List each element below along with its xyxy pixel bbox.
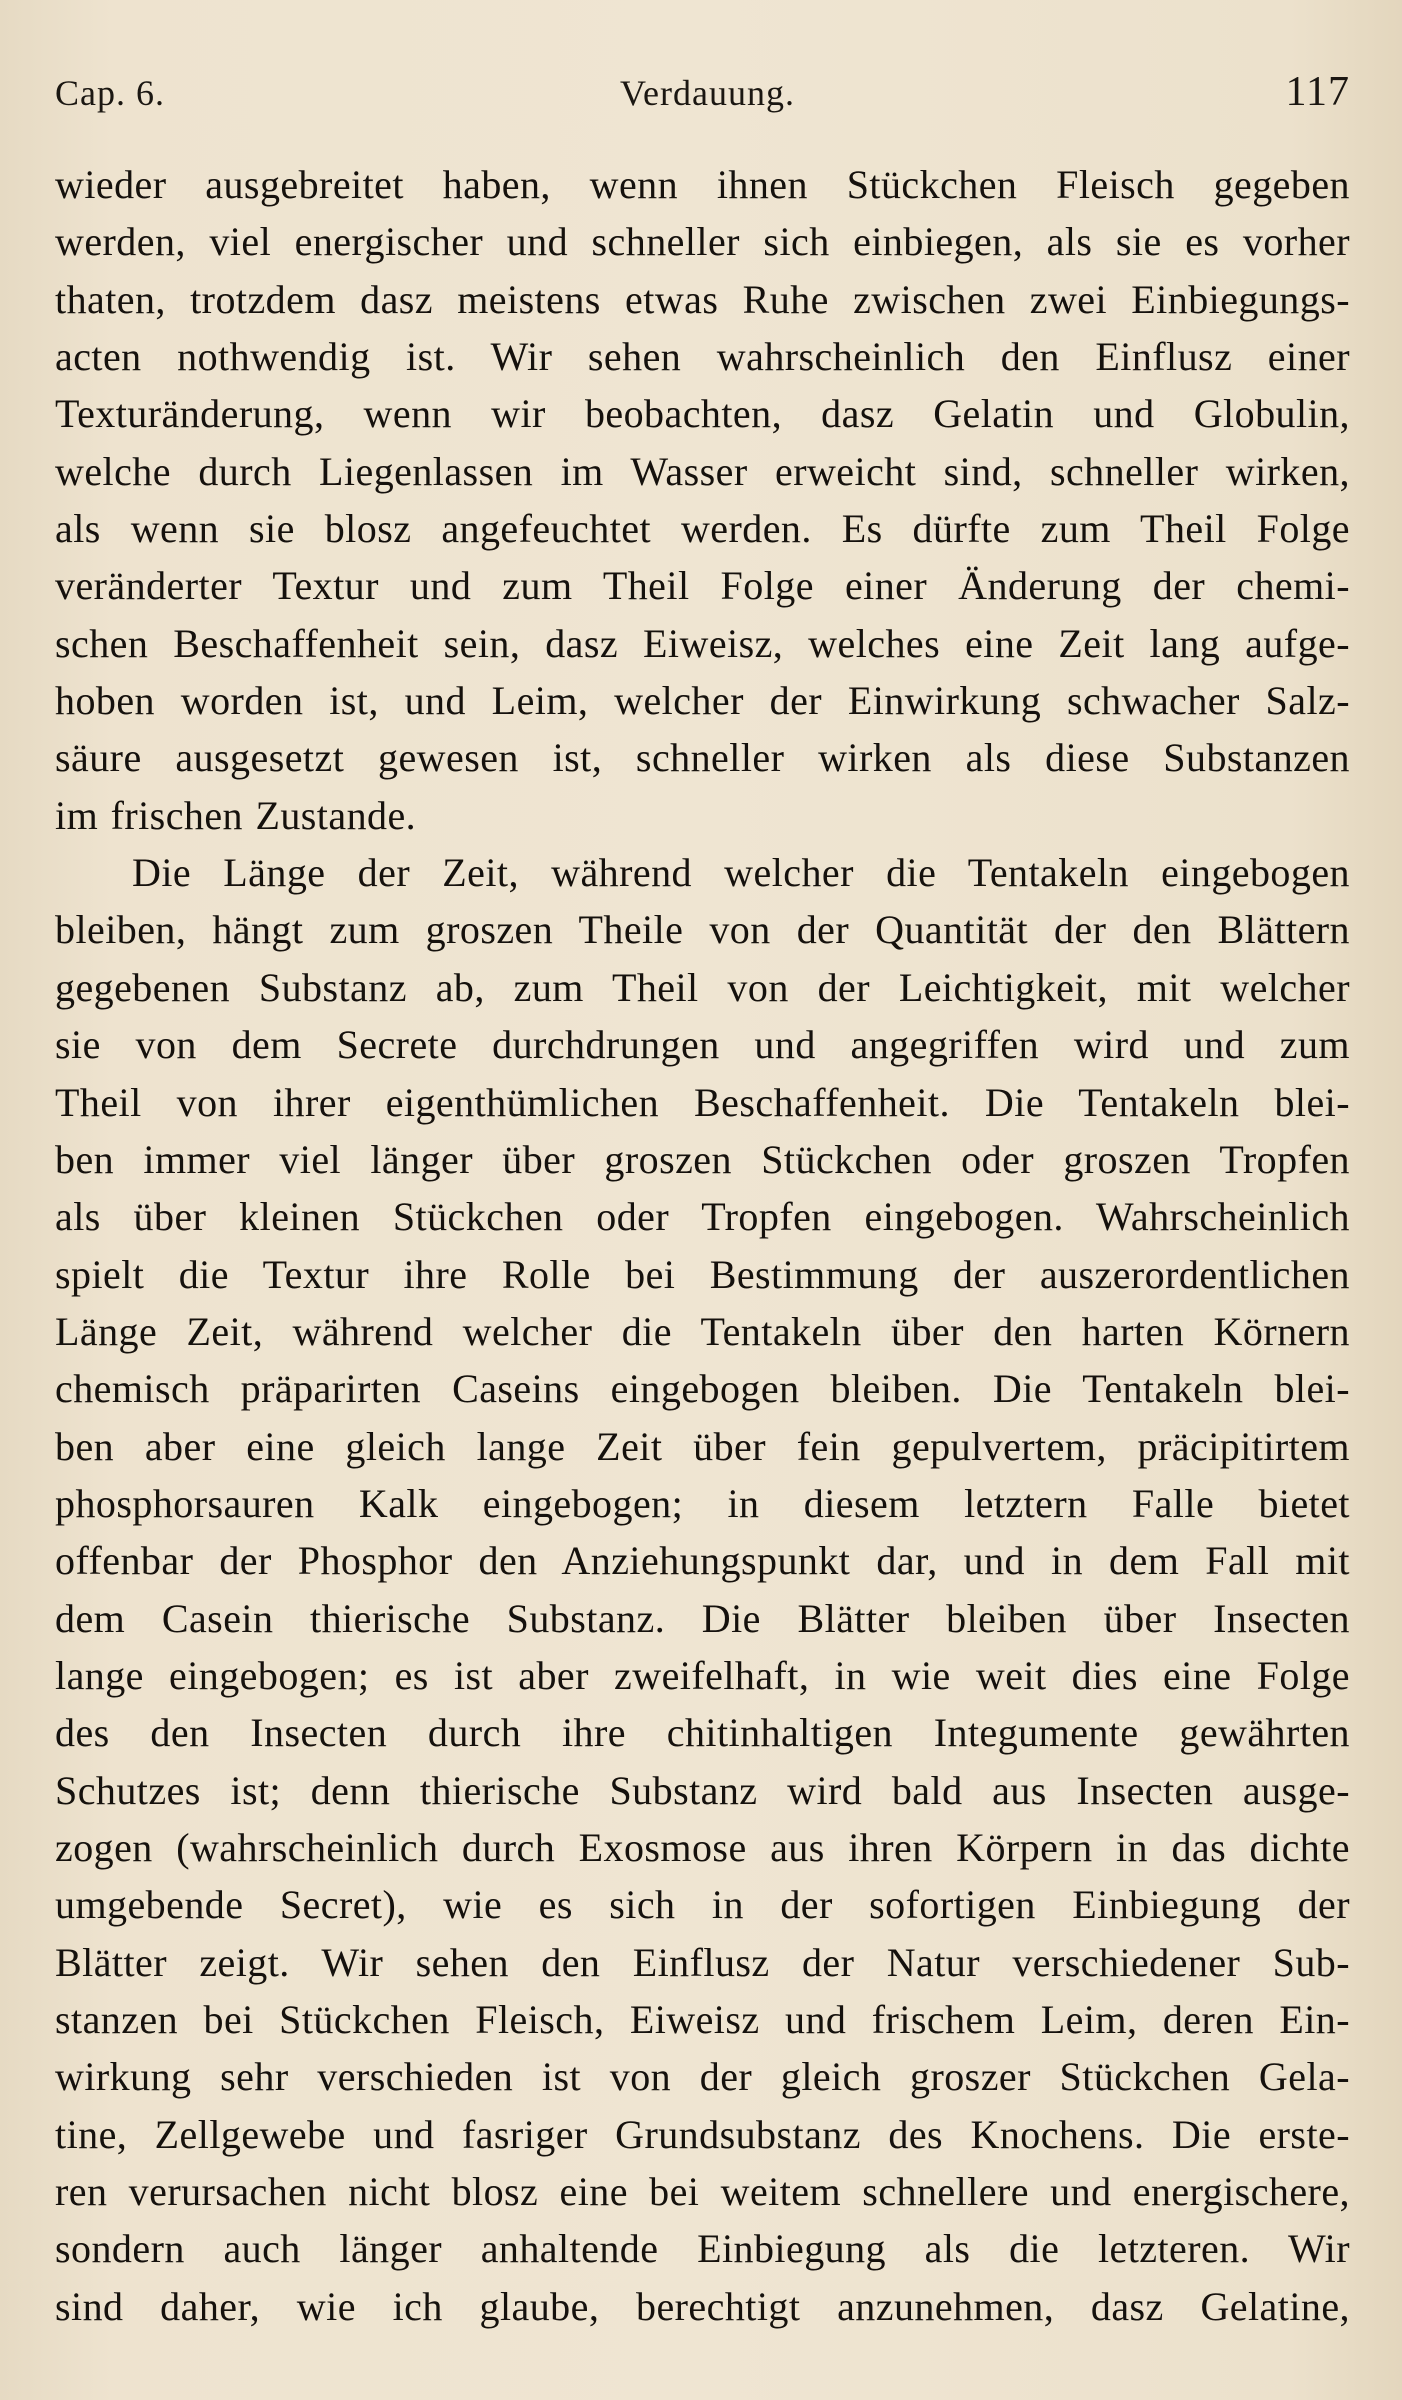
text-line-12: im frischen Zustande. (55, 792, 417, 838)
text-line-29: Schutzes ist; denn thierische Substanz wird bald aus Insecten ausge- (55, 1767, 1350, 1813)
text-line-36: ren verursachen nicht blosz eine bei weitem schnellere und energischere, (55, 2169, 1350, 2215)
body-text (55, 156, 1350, 2335)
text-line-7: als wenn sie blosz angefeuchtet werden. Es dürfte zum Theil Folge (55, 506, 1350, 552)
text-line-32: Blätter zeigt. Wir sehen den Einflusz der Natur verschiedener Sub- (55, 1939, 1350, 1985)
text-line-6: welche durch Liegenlassen im Wasser erweicht sind, schneller wirken, (55, 448, 1350, 494)
chapter-label: Cap. 6. (55, 73, 165, 113)
running-title: Verdauung. (620, 73, 795, 113)
text-line-14: bleiben, hängt zum groszen Theile von der Quantität der den Blättern (55, 907, 1350, 953)
text-line-20: spielt die Textur ihre Rolle bei Bestimmung der auszerordentlichen (55, 1251, 1350, 1297)
text-line-31: umgebende Secret), wie es sich in der sofortigen Einbiegung der (55, 1882, 1350, 1928)
text-line-21: Länge Zeit, während welcher die Tentakeln über den harten Körnern (55, 1308, 1350, 1354)
text-line-3: thaten, trotzdem dasz meistens etwas Ruhe zwischen zwei Einbiegungs- (55, 276, 1350, 322)
text-line-17: Theil von ihrer eigenthümlichen Beschaffenheit. Die Tentakeln blei- (55, 1079, 1350, 1125)
text-line-1: wieder ausgebreitet haben, wenn ihnen Stückchen Fleisch gegeben (55, 162, 1350, 207)
text-line-27: lange eingebogen; es ist aber zweifelhaft, in wie weit dies eine Folge (55, 1652, 1350, 1698)
text-line-37: sondern auch länger anhaltende Einbiegung als die letzteren. Wir (55, 2226, 1350, 2272)
text-line-24: phosphorsauren Kalk eingebogen; in diesem letztern Falle bietet (55, 1480, 1350, 1526)
text-line-23: ben aber eine gleich lange Zeit über fein gepulvertem, präcipitirtem (55, 1423, 1350, 1469)
text-line-2: werden, viel energischer und schneller sich einbiegen, als sie es vorher (55, 219, 1350, 265)
text-line-22: chemisch präparirten Caseins eingebogen bleiben. Die Tentakeln blei- (55, 1366, 1350, 1412)
text-line-10: hoben worden ist, und Leim, welcher der Einwirkung schwacher Salz- (55, 678, 1350, 724)
text-line-5: Texturänderung, wenn wir beobachten, dasz Gelatin und Globulin, (55, 391, 1350, 437)
text-line-35: tine, Zellgewebe und fasriger Grundsubstanz des Knochens. Die erste- (55, 2111, 1350, 2157)
text-line-25: offenbar der Phosphor den Anziehungspunkt dar, und in dem Fall mit (55, 1538, 1350, 1584)
text-line-9: schen Beschaffenheit sein, dasz Eiweisz, welches eine Zeit lang aufge- (55, 620, 1350, 666)
text-line-33: stanzen bei Stückchen Fleisch, Eiweisz und frischem Leim, deren Ein- (55, 1997, 1350, 2042)
text-line-13: Die Länge der Zeit, während welcher die Tentakeln eingebogen (132, 850, 1350, 896)
text-line-30: zogen (wahrscheinlich durch Exosmose aus ihren Körpern in das dichte (55, 1824, 1350, 1870)
text-line-15: gegebenen Substanz ab, zum Theil von der Leichtigkeit, mit welcher (55, 964, 1350, 1010)
text-line-8: veränderter Textur und zum Theil Folge einer Änderung der chemi- (55, 563, 1350, 609)
text-line-16: sie von dem Secrete durchdrungen und angegriffen wird und zum (55, 1022, 1350, 1068)
text-line-11: säure ausgesetzt gewesen ist, schneller wirken als diese Substanzen (55, 735, 1350, 781)
text-line-38: sind daher, wie ich glaube, berechtigt anzunehmen, dasz Gelatine, (55, 2283, 1350, 2329)
text-line-28: des den Insecten durch ihre chitinhaltigen Integumente gewährten (55, 1710, 1350, 1756)
text-line-4: acten nothwendig ist. Wir sehen wahrscheinlich den Einflusz einer (55, 334, 1350, 380)
text-line-18: ben immer viel länger über groszen Stückchen oder groszen Tropfen (55, 1136, 1350, 1182)
page-number: 117 (1285, 69, 1350, 115)
text-line-26: dem Casein thierische Substanz. Die Blätter bleiben über Insecten (55, 1595, 1350, 1641)
text-line-19: als über kleinen Stückchen oder Tropfen eingebogen. Wahrscheinlich (55, 1194, 1350, 1240)
text-line-34: wirkung sehr verschieden ist von der gleich groszer Stückchen Gela- (55, 2054, 1350, 2100)
